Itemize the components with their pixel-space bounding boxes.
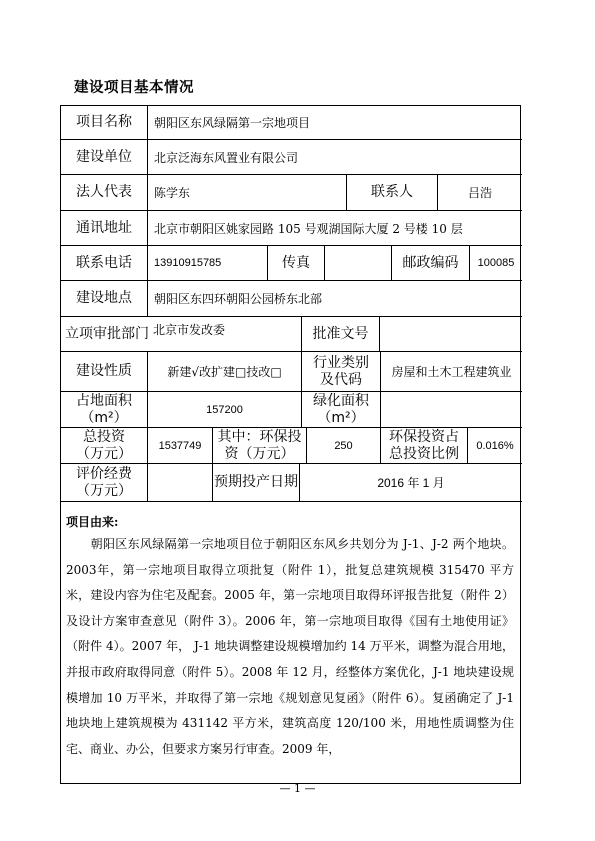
- industry-value: 房屋和土木工程建筑业: [391, 365, 512, 379]
- site-value: 朝阳区东四环朝阳公园桥东北部: [154, 292, 323, 306]
- construction-unit-value: 北京泛海东风置业有限公司: [154, 150, 299, 165]
- approval-doc-label: 批准文号: [312, 325, 369, 342]
- eval-fee-label: 评价经费 （万元）: [76, 465, 132, 499]
- expected-date-label: 预期投产日期: [214, 474, 298, 490]
- expected-date-value: 2016 年 1 月: [377, 476, 445, 490]
- green-area-label: 绿化面积 （m²）: [313, 392, 369, 426]
- address-value: 北京市朝阳区姚家园路 105 号观湖国际大厦 2 号楼 10 层: [154, 221, 463, 236]
- nature-label: 建设性质: [76, 363, 132, 379]
- green-area-value: [381, 392, 522, 427]
- address-label: 通讯地址: [76, 219, 132, 236]
- legal-rep-value: 陈学东: [154, 186, 191, 200]
- fax-value: [325, 246, 391, 280]
- env-ratio-label: 环保投资占 总投资比例: [389, 428, 459, 462]
- nature-value: 新建√改扩建□技改□: [167, 365, 282, 379]
- contact-person-value: 吕浩: [467, 186, 492, 200]
- zip-code-value: 100085: [477, 257, 515, 269]
- site-label: 建设地点: [76, 290, 132, 306]
- env-investment-value: 250: [334, 439, 353, 452]
- fax-label: 传真: [282, 254, 310, 271]
- total-investment-label: 总投资 （万元）: [76, 428, 132, 462]
- approval-doc-value: [380, 317, 522, 351]
- phone-label: 联系电话: [76, 254, 132, 271]
- land-area-value: 157200: [206, 403, 243, 416]
- zip-code-label: 邮政编码: [402, 254, 459, 271]
- eval-fee-value: [148, 464, 212, 501]
- approval-dept-label: 立项审批部门: [65, 325, 149, 342]
- construction-unit-label: 建设单位: [76, 148, 132, 165]
- env-investment-label: 其中：环保投 资（万元）: [217, 428, 302, 462]
- project-name-value: 朝阳区东风绿隔第一宗地项目: [154, 116, 311, 130]
- land-area-label: 占地面积 （m²）: [76, 392, 132, 426]
- project-origin-heading: 项目由来:: [66, 515, 119, 529]
- industry-label: 行业类别 及代码: [313, 354, 369, 388]
- project-origin-text: 朝阳区东风绿隔第一宗地项目位于朝阳区东风乡共划分为 J-1、J-2 两个地块。2003年，第一宗地项目取得立项批复（附件 1），批复总建筑规模 315470 平方米，建设内容为住宅及配套。2005 年，第一宗地项目取得环评报告批复（附件 2）及设计方案审查意见（附件 3）。2006 年，第一宗地项目取得《国有土地使用证》（附件 4）。2007 年， J-1 地块调整建设规模增加约 14 万平米，调整为混合用地，并报市政府取得同意（附件 5）。2008 年 12 月，经整体方案优化，J-1 地块建设规模增加 10 万平米，并取得了第一宗地《规划意见复函》（附件 6）。复函确定了 J-1 地块地上建筑规模为 431142 平方米，建筑高度 120/100 米，用地性质调整为住宅、商业、办公，但要求方案另行审查。2009 年，: [66, 537, 518, 756]
- page-number: — 1 —: [279, 782, 316, 795]
- env-ratio-value: 0.016%: [476, 439, 514, 452]
- section-title: 建设项目基本情况: [74, 80, 194, 96]
- approval-dept-value: 北京市发改委: [153, 322, 226, 337]
- total-investment-value: 1537749: [158, 439, 202, 452]
- legal-rep-label: 法人代表: [76, 184, 132, 200]
- project-name-label: 项目名称: [76, 114, 132, 130]
- contact-person-label: 联系人: [371, 184, 413, 200]
- phone-value: 13910915785: [154, 257, 222, 269]
